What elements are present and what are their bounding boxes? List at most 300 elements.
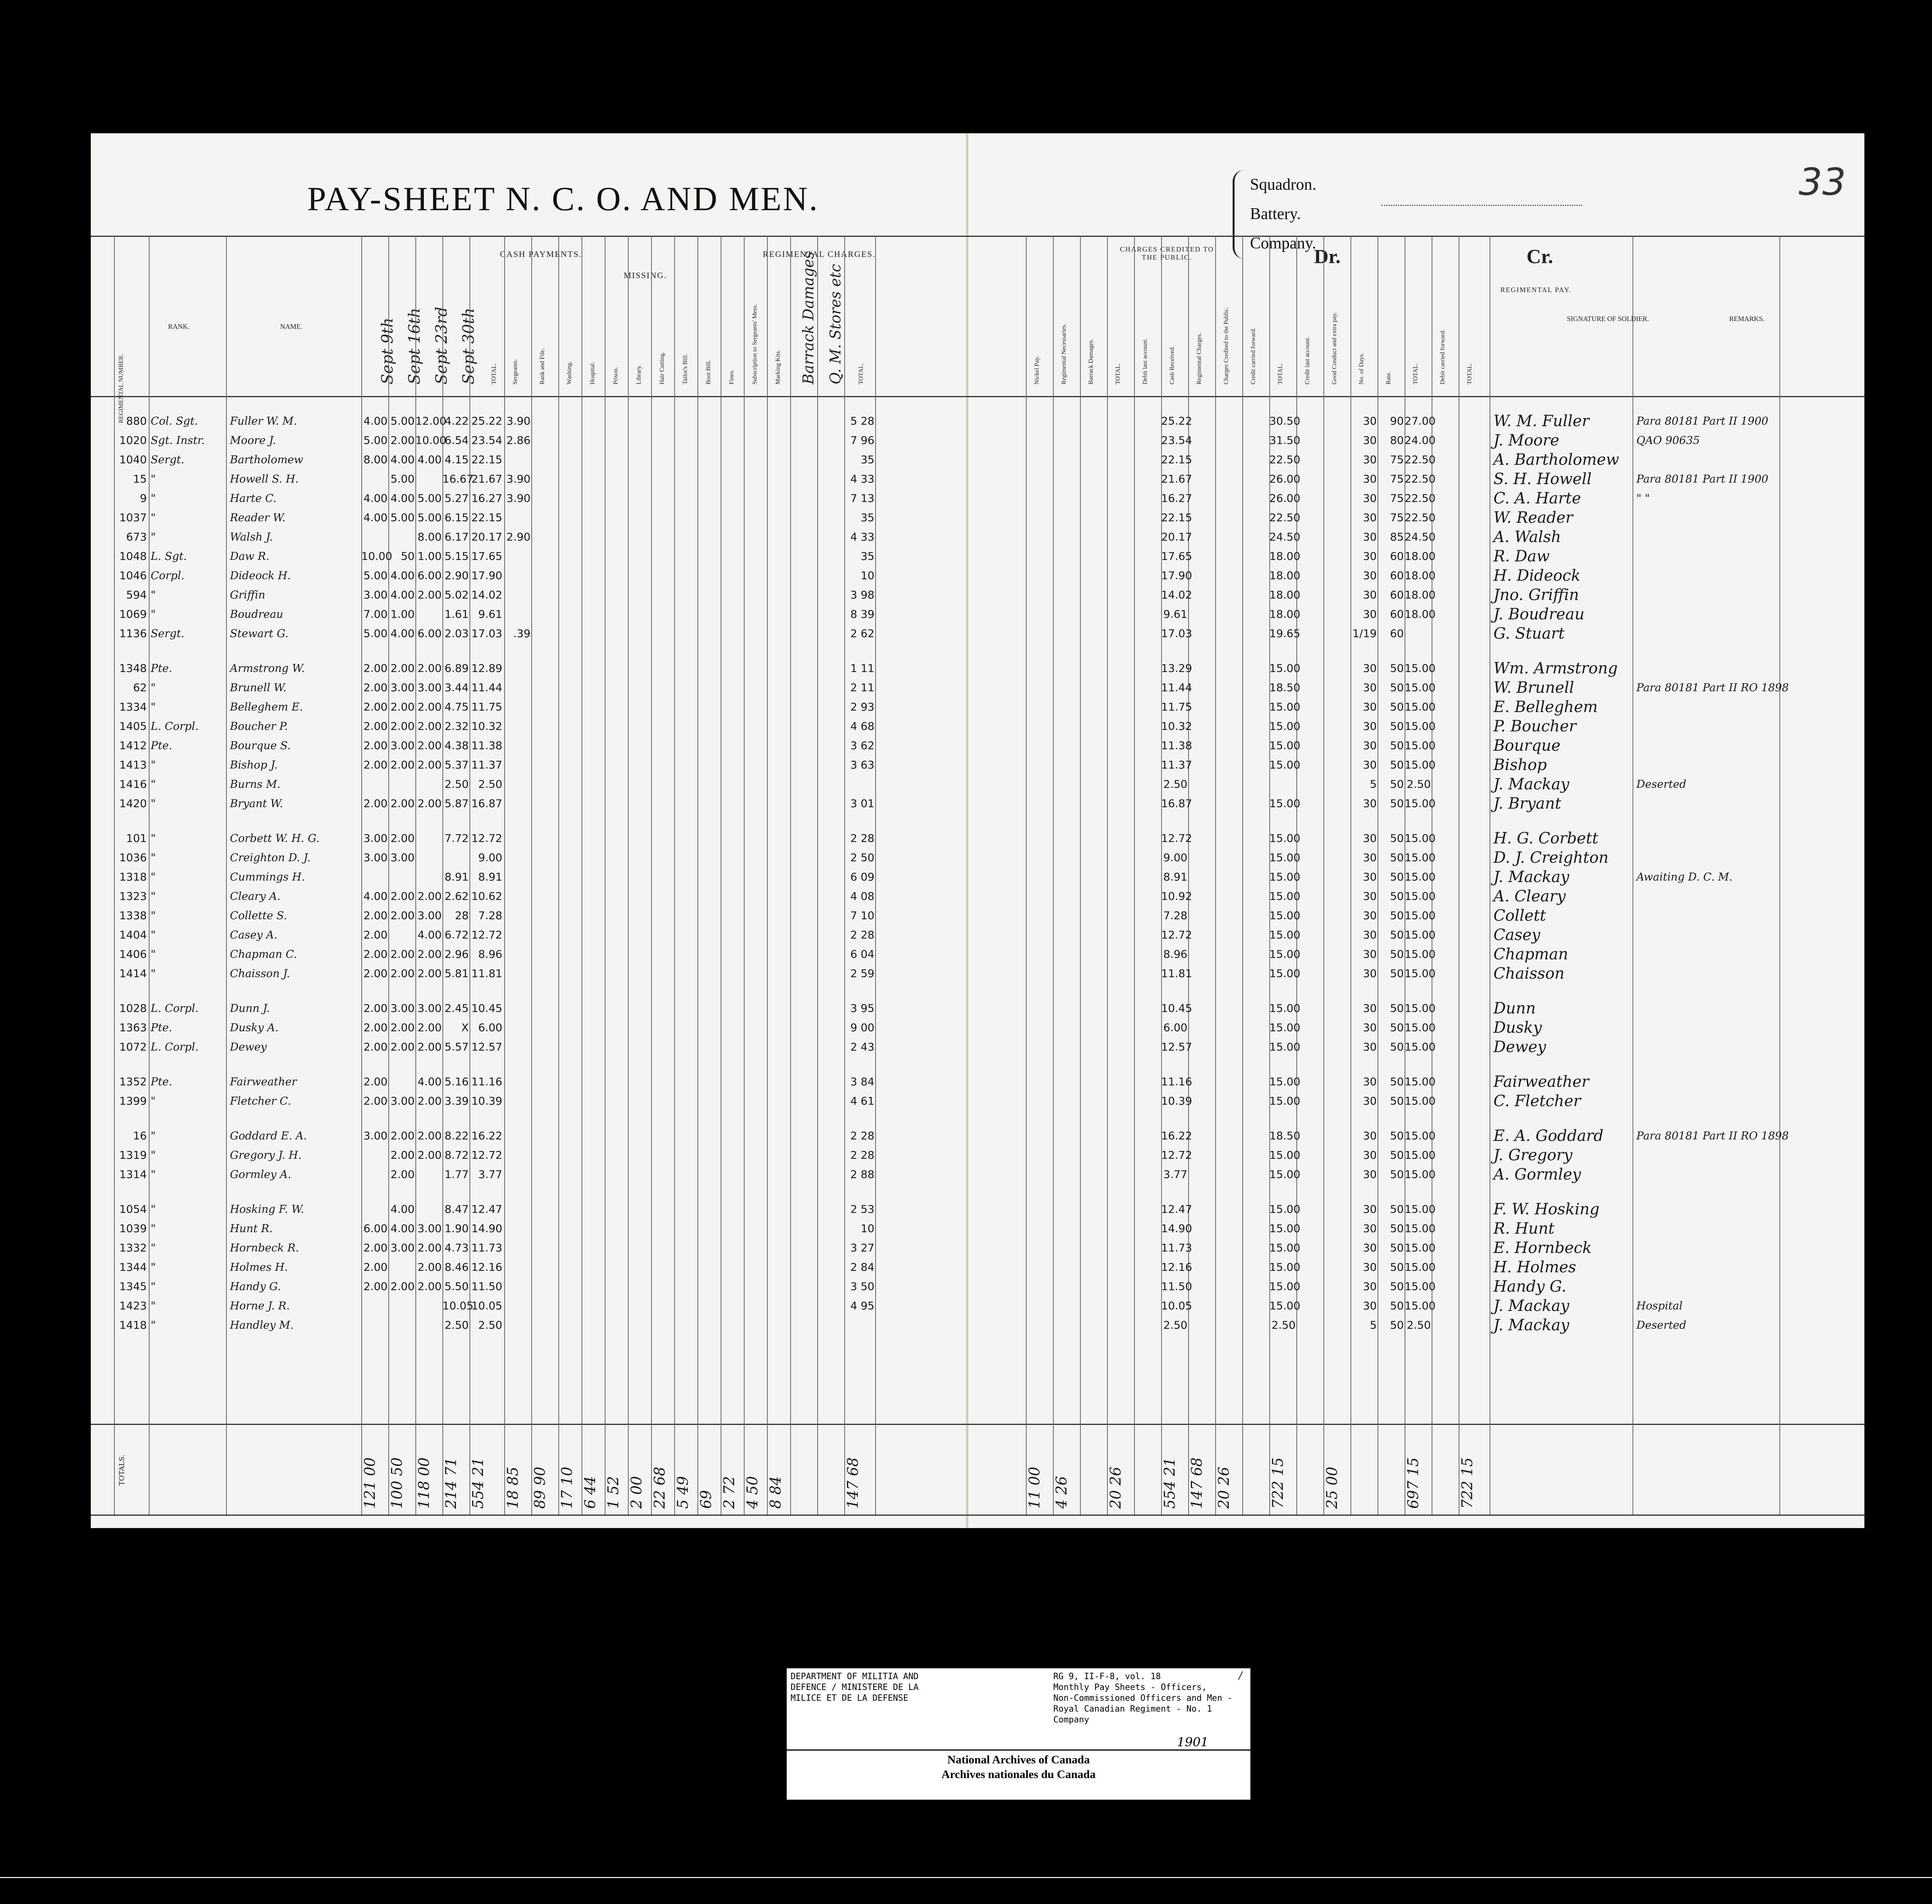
cell-cr: 15.00	[1269, 948, 1301, 960]
cell-c2	[388, 869, 415, 885]
cell-c4: 5.81	[444, 967, 469, 980]
group-cr: Cr.	[1526, 246, 1553, 268]
cell-c4: 8.72	[444, 1149, 469, 1161]
cell-c2: 3.00	[390, 1241, 415, 1254]
cell-rem: Awaiting D. C. M.	[1636, 870, 1733, 883]
cell-c4: 4.15	[444, 453, 469, 466]
cell-c2	[388, 1298, 415, 1314]
cell-rate: 50	[1390, 870, 1404, 883]
cell-rank: "	[151, 473, 156, 485]
table-row	[91, 549, 1864, 564]
cell-rank: "	[151, 832, 156, 845]
cell-rate: 50	[1390, 758, 1404, 771]
cell-rc: 35	[861, 550, 874, 563]
cell-c3: 3.00	[417, 681, 442, 694]
cell-dr: 23.54	[1161, 434, 1192, 447]
table-row	[91, 1074, 1864, 1090]
cell-rank: "	[151, 909, 156, 922]
header-cr-pay-total: TOTAL.	[1412, 363, 1419, 384]
cell-pay: 15.00	[1405, 1095, 1436, 1107]
cell-ms	[504, 1039, 531, 1055]
cell-c2: 4.00	[390, 1222, 415, 1235]
cell-rc: 3 50	[850, 1280, 874, 1293]
cell-name: Gormley A.	[230, 1168, 291, 1181]
cell-c2: 2.00	[390, 720, 415, 733]
cell-days: 30	[1363, 588, 1377, 601]
cell-c1: 2.00	[363, 967, 388, 980]
cell-c1: 2.00	[363, 1261, 388, 1273]
cell-c4: 4.73	[444, 1241, 469, 1254]
header-charge-fines: Fines.	[728, 369, 735, 384]
cell-rc: 4 33	[850, 473, 874, 485]
header-charge-library: Library.	[636, 365, 642, 384]
cell-no: 16	[133, 1129, 147, 1142]
cell-days: 30	[1363, 453, 1377, 466]
cell-c1: 2.00	[363, 720, 388, 733]
cell-sig: G. Stuart	[1493, 625, 1565, 643]
cell-dr: 12.16	[1161, 1261, 1192, 1273]
cell-ct: 12.16	[471, 1261, 502, 1273]
header-charge-total: TOTAL.	[858, 363, 864, 384]
cell-c2: 4.00	[390, 588, 415, 601]
cell-ms	[504, 850, 531, 865]
cell-rem	[1636, 661, 1779, 676]
cell-ct: 21.67	[471, 473, 502, 485]
cell-c4: 5.02	[444, 588, 469, 601]
cell-ms	[504, 1202, 531, 1217]
cell-rem	[1636, 831, 1779, 846]
cell-c3: 5.00	[417, 511, 442, 524]
cell-rem	[1636, 452, 1779, 468]
header-dr-total: TOTAL.	[1277, 363, 1284, 384]
rule-totals	[91, 1424, 1864, 1425]
cell-ct: 12.89	[471, 662, 502, 675]
cell-sig: P. Boucher	[1493, 717, 1577, 735]
table-row	[91, 1020, 1864, 1035]
cell-c2: 4.00	[390, 627, 415, 640]
cell-rem	[1636, 738, 1779, 753]
table-row	[91, 587, 1864, 603]
total-value: 69	[697, 1490, 714, 1509]
cell-c1	[361, 471, 388, 487]
table-row	[91, 1167, 1864, 1182]
table-row	[91, 626, 1864, 641]
cell-c4: 6.54	[444, 434, 469, 447]
cell-c3	[415, 1318, 442, 1333]
cell-cr: 15.00	[1269, 1002, 1301, 1015]
cell-days: 30	[1363, 1299, 1377, 1312]
cell-c3: 2.00	[417, 1040, 442, 1053]
cell-ct: 3.77	[478, 1168, 502, 1181]
total-value: 5 49	[674, 1476, 691, 1509]
cell-ct: 16.87	[471, 797, 502, 810]
stamp-department	[791, 1671, 1030, 1704]
cell-c1: 2.00	[363, 1095, 388, 1107]
cell-name: Brunell W.	[230, 681, 287, 694]
cell-days: 30	[1363, 1095, 1377, 1107]
cell-c4: 16.67	[442, 473, 474, 485]
cell-ct: 16.22	[471, 1129, 502, 1142]
cell-c3: 2.00	[417, 720, 442, 733]
cell-sig: J. Boudreau	[1493, 605, 1585, 623]
cell-c4: 2.62	[444, 890, 469, 903]
header-public-barrack: Barrack Damages.	[1088, 338, 1094, 384]
cell-no: 1040	[119, 453, 147, 466]
cell-pay: 15.00	[1405, 1002, 1436, 1015]
cell-rank: "	[151, 608, 156, 620]
cell-no: 1399	[119, 1095, 147, 1107]
cell-no: 1072	[119, 1040, 147, 1053]
cell-ms: 3.90	[506, 473, 531, 485]
cell-sig: Bishop	[1493, 756, 1547, 774]
cell-cr: 15.00	[1269, 851, 1301, 864]
cell-ct: 17.65	[471, 550, 502, 563]
cell-ct: 10.39	[471, 1095, 502, 1107]
cell-c4: 6.72	[444, 928, 469, 941]
cell-cr: 15.00	[1269, 720, 1301, 733]
cell-name: Burns M.	[230, 778, 281, 790]
cell-rc: 3 27	[850, 1241, 874, 1254]
cell-dr: 11.37	[1161, 758, 1192, 771]
cell-rem	[1636, 966, 1779, 981]
cell-ct: 6.00	[478, 1021, 502, 1034]
cell-rc: 2 62	[850, 627, 874, 640]
cell-dr: 17.90	[1161, 569, 1192, 582]
cell-sig: J. Mackay	[1493, 1297, 1570, 1315]
cell-c4: 4.38	[444, 739, 469, 752]
header-public-total: TOTAL.	[1115, 363, 1121, 384]
cell-days: 30	[1363, 948, 1377, 960]
cell-sig: Wm. Armstrong	[1493, 660, 1618, 677]
cell-rate: 50	[1390, 720, 1404, 733]
total-value: 722 15	[1459, 1457, 1476, 1509]
cell-days: 30	[1363, 739, 1377, 752]
stamp-ref-line: Non-Commissioned Officers and Men -	[1053, 1693, 1233, 1703]
cell-dr: 2.50	[1163, 778, 1187, 790]
cell-c1: 2.00	[363, 909, 388, 922]
header-remarks: REMARKS.	[1729, 315, 1765, 323]
cell-rc: 35	[861, 511, 874, 524]
total-value: 18 85	[504, 1467, 521, 1509]
cell-pay: 15.00	[1405, 890, 1436, 903]
table-row	[91, 491, 1864, 506]
cell-name: Bishop J.	[230, 758, 278, 771]
cell-sig: C. A. Harte	[1493, 490, 1581, 507]
cell-rate: 50	[1390, 1075, 1404, 1088]
table-row	[91, 927, 1864, 943]
cell-rate: 60	[1390, 608, 1404, 620]
total-value: 722 15	[1269, 1457, 1286, 1509]
cell-days: 30	[1363, 720, 1377, 733]
cell-pay	[1405, 626, 1431, 641]
cell-rate: 50	[1390, 851, 1404, 864]
cell-no: 1020	[119, 434, 147, 447]
cell-rc: 2 88	[850, 1168, 874, 1181]
cell-rc: 6 09	[850, 870, 874, 883]
cell-ms	[504, 568, 531, 583]
header-cash-sept-16: Sept 16th	[406, 308, 423, 384]
total-value: 20 26	[1215, 1467, 1232, 1509]
header-cr-credit-last: Credit last account.	[1304, 337, 1311, 384]
cell-c4: 2.03	[444, 627, 469, 640]
cell-rank: "	[151, 1241, 156, 1254]
cell-rank: "	[151, 1203, 156, 1216]
cell-cr: 15.00	[1269, 1095, 1301, 1107]
cell-dr: 11.75	[1161, 700, 1192, 713]
cell-c2: 2.00	[390, 832, 415, 845]
cell-ms	[504, 796, 531, 811]
cell-dr: 17.65	[1161, 550, 1192, 563]
cell-c2: 2.00	[390, 797, 415, 810]
cell-days: 30	[1363, 1040, 1377, 1053]
cell-c4	[442, 850, 469, 865]
total-value: 118 00	[415, 1457, 432, 1509]
cell-ct: 12.72	[471, 1149, 502, 1161]
cell-c3: 10.00	[415, 434, 447, 447]
cell-rem: Deserted	[1636, 778, 1687, 790]
group-cash-payments: CASH PAYMENTS.	[500, 249, 582, 259]
cell-no: 1414	[119, 967, 147, 980]
cell-c4: 4.22	[444, 415, 469, 427]
cell-dr: 6.00	[1163, 1021, 1187, 1034]
cell-no: 101	[126, 832, 147, 845]
cell-rc: 2 93	[850, 700, 874, 713]
total-value: 4 50	[744, 1476, 761, 1509]
cell-cr: 15.00	[1269, 1222, 1301, 1235]
cell-days: 30	[1363, 530, 1377, 543]
cell-pay: 2.50	[1406, 1319, 1431, 1331]
cell-sig: Bourque	[1493, 737, 1561, 755]
cell-c1: 4.00	[363, 890, 388, 903]
cell-rate: 50	[1390, 700, 1404, 713]
cell-sig: W. M. Fuller	[1493, 412, 1589, 430]
cell-rem	[1636, 568, 1779, 583]
cell-ms	[504, 719, 531, 734]
cell-name: Fletcher C.	[230, 1095, 291, 1107]
cell-c4: 8.47	[444, 1203, 469, 1216]
cell-c1	[361, 1318, 388, 1333]
cell-c3: 3.00	[417, 1222, 442, 1235]
cell-rc: 2 28	[850, 1129, 874, 1142]
cell-sig: Casey	[1493, 926, 1541, 944]
cell-rate: 50	[1390, 1168, 1404, 1181]
header-cash-sept-30: Sept 30th	[460, 308, 478, 384]
cell-c1: 5.00	[363, 627, 388, 640]
header-charge-hair-cutting: Hair Cutting.	[659, 352, 665, 384]
cell-ms	[504, 549, 531, 564]
cell-rem	[1636, 927, 1779, 943]
cell-pay: 2.50	[1406, 778, 1431, 790]
cell-c1	[361, 1202, 388, 1217]
cell-c3: 2.00	[417, 890, 442, 903]
cell-pay: 15.00	[1405, 1241, 1436, 1254]
cell-rc: 4 95	[850, 1299, 874, 1312]
cell-c3: 2.00	[417, 948, 442, 960]
table-row	[91, 777, 1864, 792]
cell-pay: 15.00	[1405, 909, 1436, 922]
cell-ms	[504, 1260, 531, 1275]
group-regimental-charges: REGIMENTAL CHARGES.	[762, 249, 876, 259]
cell-rank: L. Corpl.	[151, 720, 199, 733]
cell-cr: 22.50	[1269, 511, 1301, 524]
cell-c1: 10.00	[361, 550, 393, 563]
header-cr-good-conduct: Good Conduct and extra pay.	[1331, 312, 1338, 384]
stamp-mark: /	[1239, 1670, 1242, 1681]
cell-c2: 2.00	[390, 662, 415, 675]
cell-sig: Collett	[1493, 907, 1546, 925]
cell-name: Armstrong W.	[230, 662, 305, 675]
cell-sig: J. Moore	[1493, 432, 1560, 449]
table-row	[91, 869, 1864, 885]
cell-rc	[844, 777, 874, 792]
cell-name: Hornbeck R.	[230, 1241, 299, 1254]
table-row	[91, 831, 1864, 846]
cell-c2	[388, 1074, 415, 1090]
cell-c3: 2.00	[417, 662, 442, 675]
header-regt-number: REGIMENTAL NUMBER.	[118, 354, 124, 423]
cell-dr: 25.22	[1161, 415, 1192, 427]
cell-rank: "	[151, 870, 156, 883]
group-dr: Dr.	[1314, 246, 1341, 268]
cell-c2: 5.00	[390, 415, 415, 427]
cell-c3	[415, 1167, 442, 1182]
cell-rank: "	[151, 530, 156, 543]
cell-c1: 2.00	[363, 797, 388, 810]
stamp-reference	[1053, 1671, 1247, 1726]
cell-rc: 2 43	[850, 1040, 874, 1053]
cell-c2: 50	[401, 550, 415, 563]
cell-no: 1054	[119, 1203, 147, 1216]
cell-c3: 2.00	[417, 1095, 442, 1107]
cell-sig: Fairweather	[1493, 1073, 1589, 1091]
cell-days: 5	[1370, 778, 1377, 790]
cell-cr: 15.00	[1269, 739, 1301, 752]
unit-entry-line	[1381, 205, 1582, 206]
cell-rank: Pte.	[151, 1075, 172, 1088]
cell-c4: 2.32	[444, 720, 469, 733]
cell-no: 1345	[119, 1280, 147, 1293]
cell-name: Casey A.	[230, 928, 277, 941]
cell-rc: 4 33	[850, 530, 874, 543]
cell-name: Dunn J.	[230, 1002, 270, 1015]
cell-rc: 10	[861, 1222, 874, 1235]
cell-rank: "	[151, 967, 156, 980]
cell-c4: 6.89	[444, 662, 469, 675]
cell-rc: 3 84	[850, 1075, 874, 1088]
cell-rem	[1636, 908, 1779, 923]
cell-no: 1046	[119, 569, 147, 582]
cell-rank: "	[151, 1095, 156, 1107]
cell-c2	[388, 1318, 415, 1333]
header-cash-total: TOTAL.	[491, 363, 497, 384]
pay-sheet-page	[91, 133, 1864, 1528]
cell-c1	[361, 529, 388, 545]
cell-sig: J. Gregory	[1493, 1146, 1573, 1164]
cell-pay: 22.50	[1405, 473, 1436, 485]
cell-c1: 3.00	[363, 1129, 388, 1142]
cell-pay: 24.50	[1405, 530, 1436, 543]
cell-days: 30	[1363, 851, 1377, 864]
cell-rc: 2 59	[850, 967, 874, 980]
cell-days: 30	[1363, 1168, 1377, 1181]
cell-c3: 4.00	[417, 1075, 442, 1088]
cell-dr: 10.05	[1161, 1299, 1192, 1312]
cell-rate: 50	[1390, 1241, 1404, 1254]
stamp-archive-fr: Archives nationales du Canada	[941, 1768, 1096, 1781]
cell-rem	[1636, 1074, 1779, 1090]
unit-option-squadron: Squadron.	[1250, 176, 1316, 194]
cell-rank: L. Corpl.	[151, 1040, 199, 1053]
cell-dr: 16.87	[1161, 797, 1192, 810]
rule-header-bottom	[91, 396, 1864, 397]
header-charge-marking-kits: Marking Kits.	[775, 350, 781, 384]
cell-rem	[1636, 699, 1779, 715]
cell-name: Goddard E. A.	[230, 1129, 307, 1142]
cell-rem	[1636, 510, 1779, 525]
cell-days: 30	[1363, 492, 1377, 505]
header-cr-days: No. of Days.	[1358, 353, 1365, 384]
cell-days: 30	[1363, 928, 1377, 941]
cell-ms	[504, 1240, 531, 1256]
cell-rank: "	[151, 1280, 156, 1293]
cell-c3: 1.00	[417, 550, 442, 563]
cell-c2: 2.00	[390, 1280, 415, 1293]
cell-name: Collette S.	[230, 909, 287, 922]
cell-rank: "	[151, 1149, 156, 1161]
cell-c3: 6.00	[417, 627, 442, 640]
cell-pay: 15.00	[1405, 662, 1436, 675]
cell-dr: 8.96	[1163, 948, 1187, 960]
cell-no: 1363	[119, 1021, 147, 1034]
cell-no: 1048	[119, 550, 147, 563]
cell-c1: 5.00	[363, 434, 388, 447]
cell-dr: 10.45	[1161, 1002, 1192, 1015]
cell-ms	[504, 1001, 531, 1016]
table-row	[91, 1039, 1864, 1055]
sheet-title: PAY-SHEET N. C. O. AND MEN.	[307, 180, 819, 218]
cell-c3	[415, 471, 442, 487]
stamp-dept-line: MILICE ET DE LA DEFENSE	[791, 1693, 908, 1703]
table-row	[91, 1260, 1864, 1275]
cell-rank: "	[151, 948, 156, 960]
cell-c2: 3.00	[390, 1002, 415, 1015]
cell-c4: 8.91	[444, 870, 469, 883]
cell-c4: 7.72	[444, 832, 469, 845]
cell-name: Dewey	[230, 1040, 267, 1053]
header-cash-sept-23: Sept 23rd	[433, 306, 451, 384]
cell-pay: 18.00	[1405, 569, 1436, 582]
unit-option-company: Company.	[1250, 235, 1316, 252]
cell-name: Chaisson J.	[230, 967, 290, 980]
table-row	[91, 607, 1864, 622]
cell-rc: 3 62	[850, 739, 874, 752]
table-row	[91, 433, 1864, 448]
cell-no: 1348	[119, 662, 147, 675]
cell-dr: 22.15	[1161, 511, 1192, 524]
cell-sig: C. Fletcher	[1493, 1092, 1581, 1110]
cell-ms	[504, 1148, 531, 1163]
cell-c1: 3.00	[363, 588, 388, 601]
cell-rem	[1636, 719, 1779, 734]
cell-rc: 3 95	[850, 1002, 874, 1015]
cell-no: 1318	[119, 870, 147, 883]
cell-sig: J. Mackay	[1493, 868, 1570, 886]
cell-c4: X	[461, 1021, 469, 1034]
cell-no: 1344	[119, 1261, 147, 1273]
table-row	[91, 1221, 1864, 1236]
cell-rate: 50	[1390, 1203, 1404, 1216]
cell-c3: 3.00	[417, 909, 442, 922]
